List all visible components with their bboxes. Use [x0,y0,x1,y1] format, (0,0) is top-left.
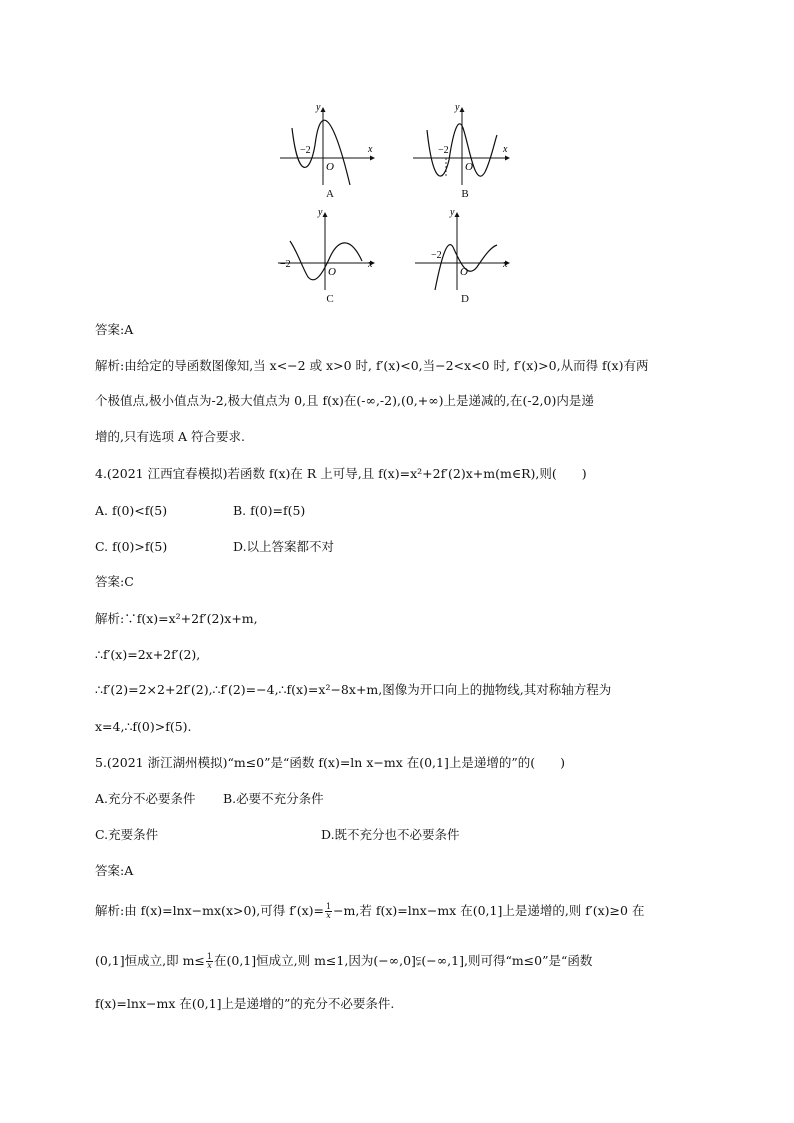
graph-b-tick-label: −2 [438,145,449,156]
graph-d-origin-label: O [460,266,468,278]
graph-b [405,100,525,200]
q4-option-d: D.以上答案都不对 [233,539,335,554]
graph-a-y-arrow [321,107,326,112]
graph-b-x-label: x [503,144,508,155]
graph-d [405,205,525,305]
graph-a-origin-label: O [326,161,334,173]
q4-option-c: C. f(0)>f(5) [95,539,168,554]
graph-c-origin-label: O [328,266,336,278]
q5-options-row-2 [95,827,715,843]
q5-analysis-2-frac-denominator: x [207,961,212,970]
graph-a [270,100,390,200]
graph-a-tick-label: −2 [300,145,311,156]
graph-c-curve [290,241,362,280]
graph-c [270,205,390,305]
q3-answer: 答案:A [95,322,134,337]
graph-a-x-arrow [370,156,375,161]
graph-c-plot [270,205,390,295]
graph-b-plot [405,100,525,190]
q4-option-b: B. f(0)=f(5) [233,503,306,518]
graph-b-origin-label: O [465,161,473,173]
q4-analysis-line-4: x=4,∴f(0)>f(5). [95,719,192,734]
graph-d-option-label: D [461,293,469,305]
q5-option-c: C.充要条件 [95,827,159,842]
q5-analysis-line-2 [95,953,715,970]
q5-analysis-1-post: −m,若 f(x)=lnx−mx 在(0,1]上是递增的,则 f′(x)≥0 在 [333,903,645,918]
q3-analysis-line-2: 个极值点,极小值点为-2,极大值点为 0,且 f(x)在(-∞,-2),(0,+∞)上是递减的,在(-2,0)内是递 [95,393,594,408]
graph-a-x-label: x [368,144,373,155]
q5-analysis-2-pre: (0,1]恒成立,即 m≤ [95,953,205,968]
q5-option-b: B.必要不充分条件 [223,791,324,806]
q4-options-row-2 [95,539,715,555]
graph-b-option-label: B [461,188,469,200]
q5-analysis-line-1 [95,903,715,920]
q5-answer: 答案:A [95,863,134,878]
q5-option-d: D.既不充分也不必要条件 [321,827,460,842]
graph-a-y-label: y [316,102,321,113]
q4-answer: 答案:C [95,574,134,589]
graph-c-tick-label: −2 [280,259,291,270]
graph-b-y-label: y [455,102,460,113]
q5-analysis-line-3: f(x)=lnx−mx 在(0,1]上是递增的”的充分不必要条件. [95,996,395,1011]
q5-options-row-1 [95,791,715,807]
graph-d-y-label: y [450,207,455,218]
derivative-graphs-figure [0,0,794,320]
q5-stem: 5.(2021 浙江湖州模拟)“m≤0”是“函数 f(x)=ln x−mx 在(0,1]上是递增的”的( ) [95,755,565,770]
q3-analysis-line-1: 解析:由给定的导函数图像知,当 x<−2 或 x>0 时, f′(x)<0,当−2<x<0 时, f′(x)>0,从而得 f(x)有两 [95,358,649,373]
graph-d-tick-label: −2 [431,250,442,261]
q3-analysis-line-3: 增的,只有选项 A 符合要求. [95,429,245,444]
graph-b-x-arrow [505,156,510,161]
q4-analysis-line-3: ∴f′(2)=2×2+2f′(2),∴f′(2)=−4,∴f(x)=x²−8x+m,图像为开口向上的抛物线,其对称轴方程为 [95,682,612,697]
q4-analysis-line-1: 解析:∵f(x)=x²+2f′(2)x+m, [95,611,258,626]
graph-d-plot [405,205,525,295]
q4-options-row-1 [95,503,715,519]
q5-analysis-2-fraction [206,953,213,970]
graph-c-y-label: y [318,207,323,218]
graph-c-y-arrow [323,212,328,217]
q5-analysis-1-frac-numerator: 1 [325,902,332,911]
graph-c-option-label: C [326,293,334,305]
graph-a-option-label: A [326,188,334,200]
q5-analysis-1-fraction [325,903,332,920]
q5-analysis-2-post: 在(0,1]恒成立,则 m≤1,因为(−∞,0]⫋(−∞,1],则可得“m≤0”是“函数 [214,953,593,968]
q4-option-a: A. f(0)<f(5) [95,503,168,518]
q5-analysis-1-frac-denominator: x [326,911,331,920]
graph-d-y-arrow [455,212,460,217]
q5-option-a: A.充分不必要条件 [95,791,196,806]
q4-stem: 4.(2021 江西宜春模拟)若函数 f(x)在 R 上可导,且 f(x)=x²+2f′(2)x+m(m∈R),则( ) [95,466,587,481]
graph-b-y-arrow [460,107,465,112]
q5-analysis-2-frac-numerator: 1 [206,952,212,961]
graph-a-plot [270,100,390,190]
graph-d-x-label: x [503,259,508,270]
graph-c-x-label: x [368,259,373,270]
q4-analysis-line-2: ∴f′(x)=2x+2f′(2), [95,647,201,662]
q5-analysis-1-pre: 解析:由 f(x)=lnx−mx(x>0),可得 f′(x)= [95,903,324,918]
